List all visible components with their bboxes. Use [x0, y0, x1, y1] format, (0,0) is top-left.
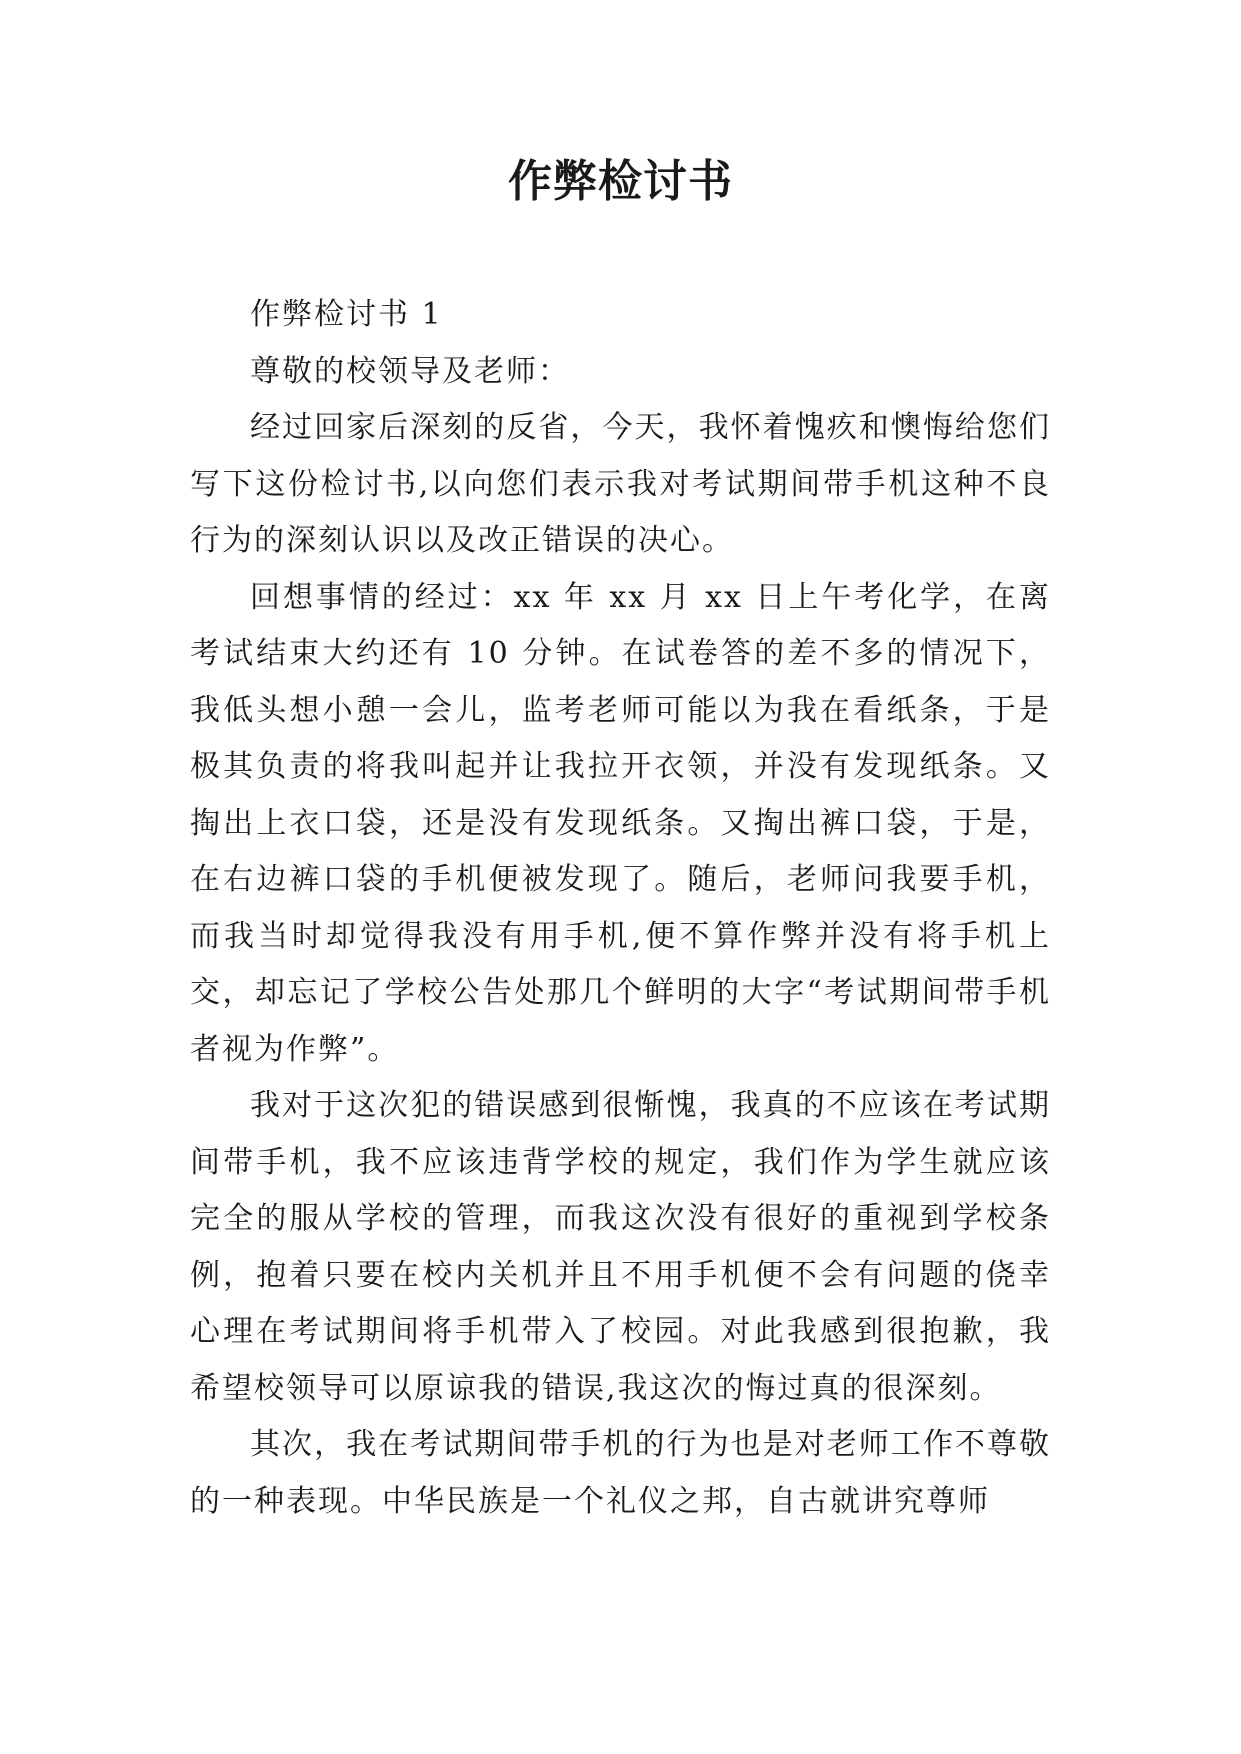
document-body — [190, 287, 1051, 1530]
salutation: 尊敬的校领导及老师： — [250, 353, 570, 389]
document-title: 作弊检讨书 — [508, 156, 733, 207]
paragraph: 其次，我在考试期间带手机的行为也是对老师工作不尊敬的一种表现。中华民族是一个礼仪之邦，自古就讲究尊师 — [190, 1427, 1051, 1519]
paragraph: 回想事情的经过：xx 年 xx 月 xx 日上午考化学，在离考试结束大约还有 10 分钟。在试卷答的差不多的情况下，我低头想小憩一会儿，监考老师可能以为我在看纸条，于是极其负责的将我叫起并让我拉开衣领，并没有发现纸条。又掏出上衣口袋，还是没有发现纸条。又掏出裤口袋，于是，在右边裤口袋的手机便被发现了。随后，老师问我要手机，而我当时却觉得我没有用手机,便不算作弊并没有将手机上交，却忘记了学校公告处那几个鲜明的大字“考试期间带手机者视为作弊”。 — [190, 579, 1051, 1067]
paragraph: 我对于这次犯的错误感到很惭愧，我真的不应该在考试期间带手机，我不应该违背学校的规定，我们作为学生就应该完全的服从学校的管理，而我这次没有很好的重视到学校条例，抱着只要在校内关机并且不用手机便不会有问题的侥幸心理在考试期间将手机带入了校园。对此我感到很抱歉，我希望校领导可以原谅我的错误,我这次的悔过真的很深刻。 — [190, 1088, 1051, 1406]
paragraph: 经过回家后深刻的反省，今天，我怀着愧疚和懊悔给您们写下这份检讨书,以向您们表示我对考试期间带手机这种不良行为的深刻认识以及改正错误的决心。 — [190, 410, 1051, 558]
section-heading: 作弊检讨书 1 — [250, 297, 443, 332]
